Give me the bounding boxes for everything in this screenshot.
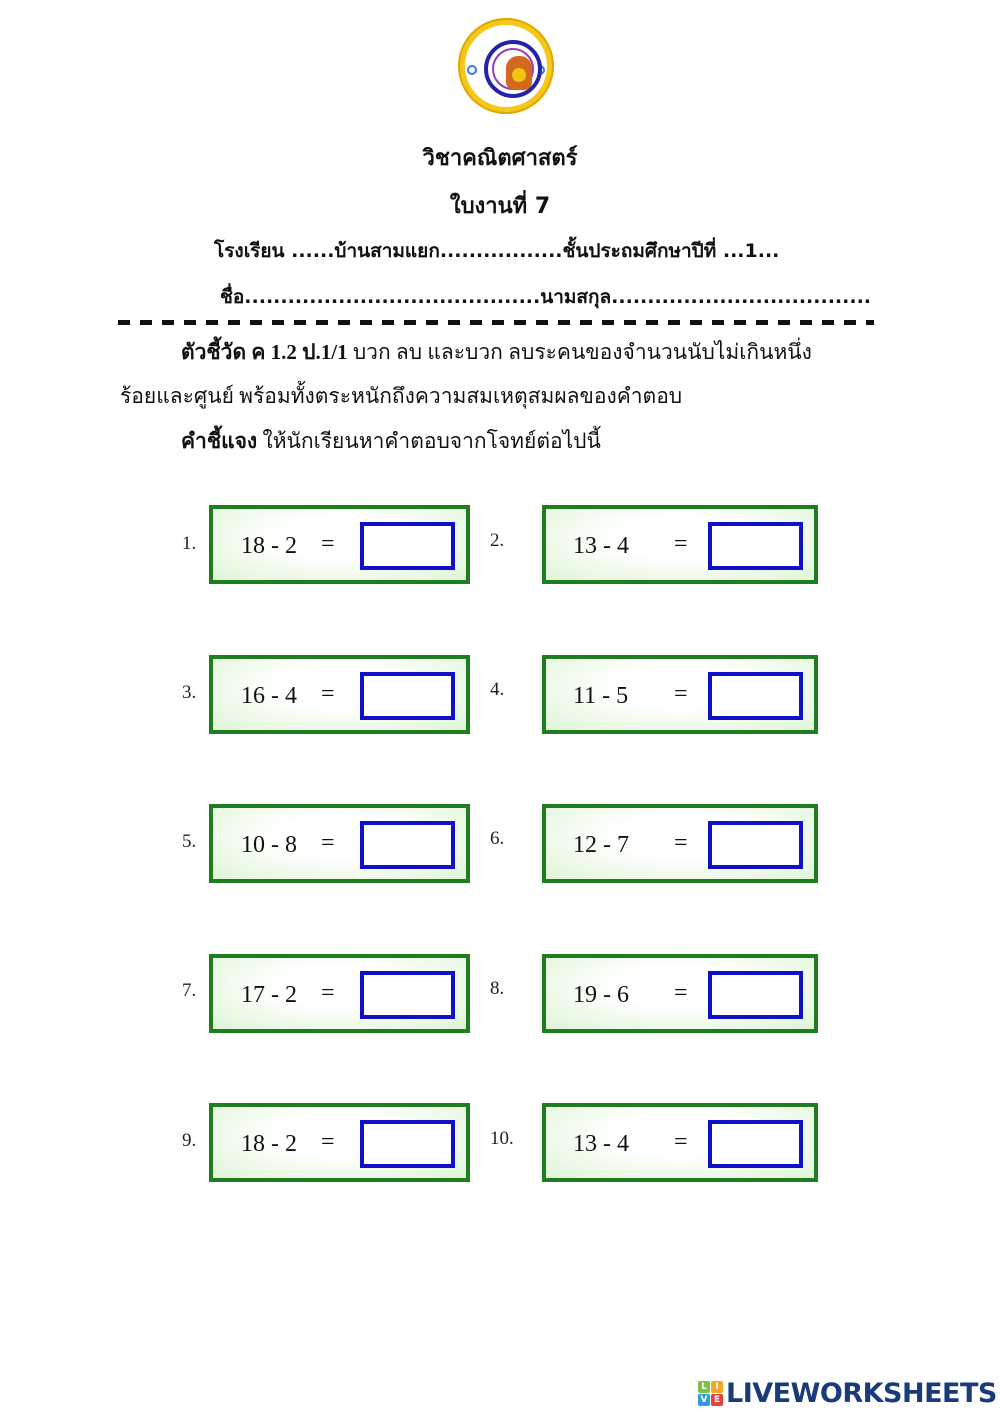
exercise-number: 5.	[182, 831, 197, 852]
exercise-box-6	[542, 804, 818, 883]
equals-sign: =	[321, 681, 335, 707]
exercise-box-4	[542, 655, 818, 734]
exercise-box-9	[209, 1103, 470, 1182]
answer-input-4[interactable]	[708, 672, 803, 720]
instruction-label: คำชี้แจง	[181, 429, 258, 453]
answer-input-3[interactable]	[360, 672, 455, 720]
school-grade-line: โรงเรียน ......บ้านสามแยก.................ชั้นประถมศึกษาปีที่ ...1...	[214, 240, 780, 262]
answer-input-10[interactable]	[708, 1120, 803, 1168]
answer-input-8[interactable]	[708, 971, 803, 1019]
student-name-line: ชื่อ.........................................นามสกุล....................................	[220, 286, 872, 308]
answer-input-1[interactable]	[360, 522, 455, 570]
equals-sign: =	[321, 830, 335, 856]
emblem-center	[512, 68, 526, 82]
icon-letter: I	[711, 1381, 723, 1393]
exercise-expression: 13 - 4	[573, 1131, 629, 1157]
equals-sign: =	[321, 1129, 335, 1155]
exercise-expression: 18 - 2	[241, 533, 297, 559]
answer-input-9[interactable]	[360, 1120, 455, 1168]
logo-ring	[465, 25, 547, 107]
exercise-number: 9.	[182, 1130, 197, 1151]
indicator-line-1	[181, 336, 812, 369]
exercise-expression: 10 - 8	[241, 832, 297, 858]
exercise-box-1	[209, 505, 470, 584]
exercise-number: 10.	[490, 1128, 514, 1149]
equals-sign: =	[674, 980, 688, 1006]
emblem-icon	[506, 56, 532, 90]
exercise-expression: 17 - 2	[241, 982, 297, 1008]
answer-input-7[interactable]	[360, 971, 455, 1019]
exercise-box-10	[542, 1103, 818, 1182]
equals-sign: =	[321, 531, 335, 557]
logo-blue-ring	[484, 40, 542, 98]
exercise-box-8	[542, 954, 818, 1033]
indicator-line-2: ร้อยและศูนย์ พร้อมทั้งตระหนักถึงความสมเหตุสมผลของคำตอบ	[120, 384, 683, 408]
exercise-number: 7.	[182, 980, 197, 1001]
exercise-number: 8.	[490, 978, 505, 999]
flower-icon	[467, 65, 477, 75]
indicator-label: ตัวชี้วัด ค 1.2 ป.1/1	[181, 340, 348, 364]
equals-sign: =	[674, 830, 688, 856]
instruction-text: ให้นักเรียนหาคำตอบจากโจทย์ต่อไปนี้	[257, 429, 601, 453]
worksheet-title: ใบงานที่ 7	[449, 194, 551, 219]
exercise-number: 3.	[182, 682, 197, 703]
exercise-box-5	[209, 804, 470, 883]
subject-title: วิชาคณิตศาสตร์	[422, 146, 578, 171]
exercise-box-3	[209, 655, 470, 734]
dashed-divider	[118, 320, 874, 325]
icon-letter: L	[698, 1381, 710, 1393]
answer-input-2[interactable]	[708, 522, 803, 570]
exercise-number: 4.	[490, 679, 505, 700]
exercise-number: 1.	[182, 533, 197, 554]
exercise-number: 2.	[490, 530, 505, 551]
answer-input-5[interactable]	[360, 821, 455, 869]
liveworksheets-brand	[698, 1377, 997, 1409]
icon-letter: V	[698, 1394, 710, 1406]
equals-sign: =	[674, 681, 688, 707]
instruction-line	[181, 425, 601, 458]
live-icon	[698, 1381, 723, 1406]
exercise-expression: 19 - 6	[573, 982, 629, 1008]
exercise-expression: 18 - 2	[241, 1131, 297, 1157]
brand-text: LIVEWORKSHEETS	[726, 1377, 997, 1409]
exercise-expression: 16 - 4	[241, 683, 297, 709]
icon-letter: E	[711, 1394, 723, 1406]
exercise-expression: 11 - 5	[573, 683, 629, 709]
equals-sign: =	[674, 1129, 688, 1155]
exercise-expression: 12 - 7	[573, 832, 629, 858]
answer-input-6[interactable]	[708, 821, 803, 869]
exercise-expression: 13 - 4	[573, 533, 629, 559]
exercise-box-7	[209, 954, 470, 1033]
exercise-number: 6.	[490, 828, 505, 849]
logo-purple-ring	[492, 48, 534, 90]
equals-sign: =	[321, 980, 335, 1006]
indicator-text: บวก ลบ และบวก ลบระคนของจำนวนนับไม่เกินหนึ่ง	[347, 340, 812, 364]
school-logo	[458, 18, 554, 114]
equals-sign: =	[674, 531, 688, 557]
exercise-box-2	[542, 505, 818, 584]
